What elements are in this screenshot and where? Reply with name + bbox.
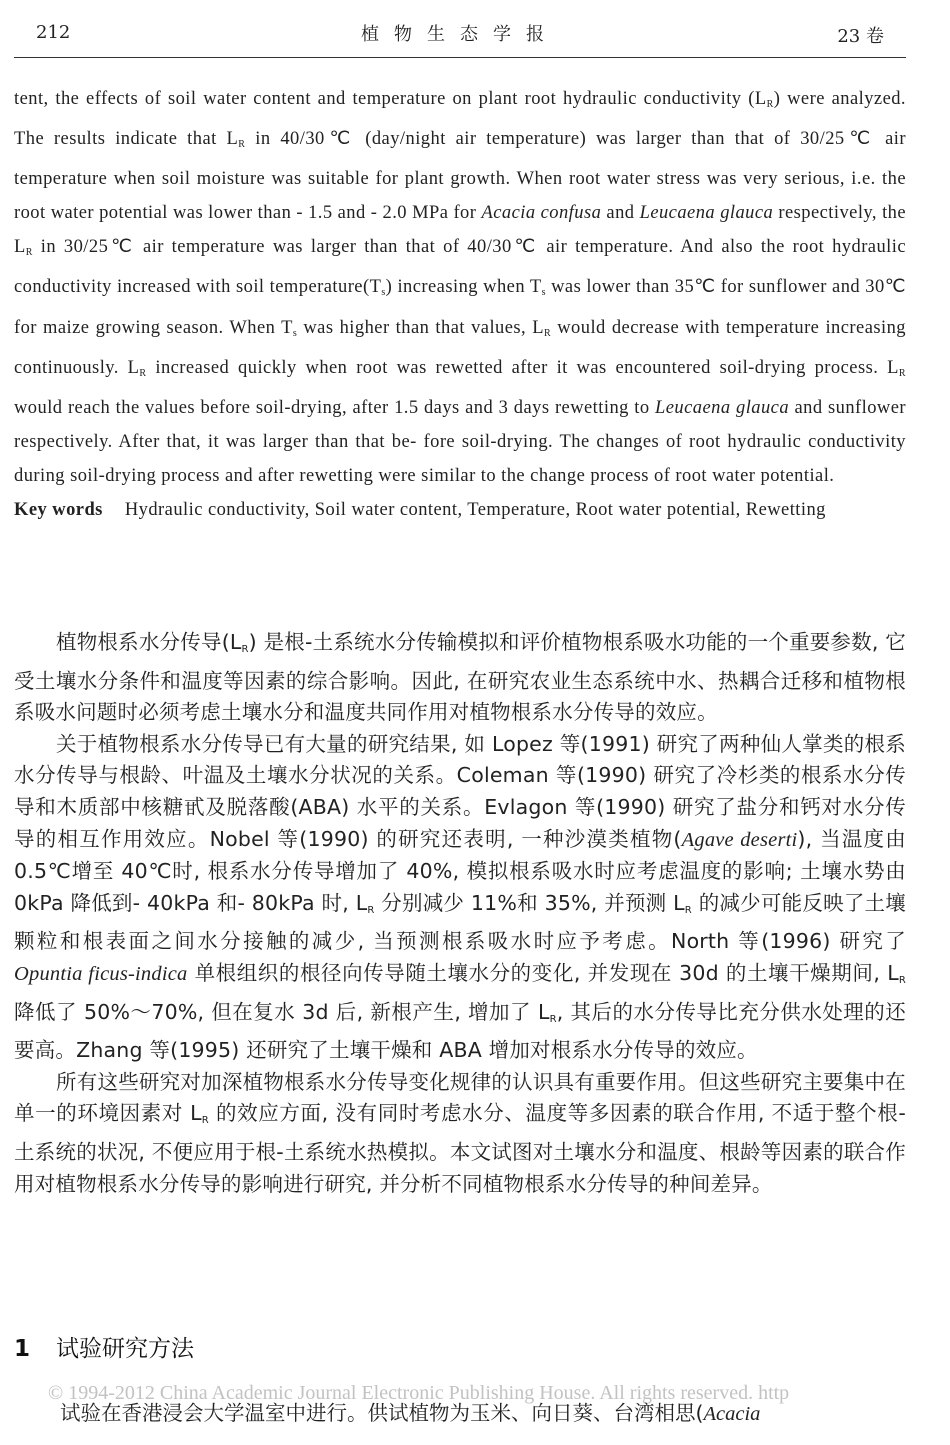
species-name: Opuntia ficus-indica bbox=[14, 962, 188, 985]
body-paragraph-2: 关于植物根系水分传导已有大量的研究结果, 如 Lopez 等(1991) 研究了两种仙人掌类的根系水分传导与根龄、叶温及土壤水分状况的关系。Coleman 等(1990) 研究了冷杉类的根系水分传导和木质部中核糖甙及脱落酸(ABA) 水平的关系。Evlagon 等(1990) 研究了盐分和钙对水分传导的相互作用效应。Nobel 等(1990) 的研究还表明, 一种沙漠类植物(Agave deserti), 当温度由 0.5℃增至 40℃时, 根系水分传导增加了 40%, 模拟根系吸水时应考虑温度的影响; 土壤水势由 0kPa 降低到- 40kPa 和- 80kPa 时, $L_R$ 分别减少 11%和 35%, 并预测 $L_R$ 的减少可能反映了土壤颗粒和根表面之间水分接触的减少, 当预测根系吸水时应予考虑。North 等(1996) 研究了 Opuntia ficus-indica 单根组织的根径向传导随土壤水分的变化, 并发现在 30d 的土壤干燥期间, $L_R$ 降低了 50%～70%, 但在复水 3d 后, 新根产生, 增加了 $L_R$, 其后的水分传导比充分供水处理的还要高。Zhang 等(1995) 还研究了土壤干燥和 ABA 增加对根系水分传导的效应。 bbox=[14, 731, 906, 1063]
body-paragraph-1: 植物根系水分传导$(L_R)$ 是根-土系统水分传输模拟和评价植物根系吸水功能的一个重要参数, 它受土壤水分条件和温度等因素的综合影响。因此, 在研究农业生态系统中水、热耦合迁移和植物根系吸水问题时必须考虑土壤水分和温度共同作用对植物根系水分传导的效应。 bbox=[14, 630, 906, 725]
species-name: Acacia confusa bbox=[481, 203, 602, 224]
journal-title: 植物生态学报 bbox=[361, 24, 559, 45]
copyright-watermark: © 1994-2012 China Academic Journal Electronic Publishing House. All rights reserved. http bbox=[48, 1382, 790, 1404]
section-title: 试验研究方法 bbox=[56, 1336, 195, 1362]
keywords-text: Hydraulic conductivity, Soil water content, Temperature, Root water potential, Rewetting bbox=[124, 500, 826, 521]
keywords-label: Key words bbox=[14, 500, 103, 521]
volume-label: 23 卷 bbox=[837, 26, 884, 47]
header-rule bbox=[14, 57, 906, 58]
page-number: 212 bbox=[36, 22, 71, 43]
keywords bbox=[14, 493, 906, 527]
section-number: 1 bbox=[14, 1336, 31, 1362]
body-paragraph-3: 所有这些研究对加深植物根系水分传导变化规律的认识具有重要作用。但这些研究主要集中在单一的环境因素对 $L_R$ 的效应方面, 没有同时考虑水分、温度等多因素的联合作用, 不适于整个根-土系统的状况, 不便应用于根-土系统水热模拟。本文试图对土壤水分和温度、根龄等因素的联合作用对植物根系水分传导的影响进行研究, 并分析不同植物根系水分传导的种间差异。 bbox=[14, 1069, 906, 1196]
species-name: Leucaena glauca bbox=[655, 397, 790, 418]
abstract-paragraph: tent, the effects of soil water content and temperature on plant root hydraulic conductivity $(L_R)$ were analyzed. The results indicate that $L_R$ in 40/30℃ (day/night air temperature) was larger than that of 30/25℃ air temperature when soil moisture was suitable for plant growth. When root water stress was very serious, i.e. the root water potential was lower than - 1.5 and - 2.0 MPa for Acacia confusa and Leucaena glauca respectively, the $L_R$ in 30/25℃ air temperature was larger than that of 40/30℃ air temperature. And also the root hydraulic conductivity increased with soil $temperature(T_s)$ increasing when $T_s$ was lower than 35℃ for sunflower and 30℃ for maize growing season. When $T_s$ was higher than that values, $L_R$ would decrease with temperature increasing continuously. $L_R$ increased quickly when root was rewetted after it was encountered soil-drying process. $L_R$ would reach the values before soil-drying, after 1.5 days and 3 days rewetting to Leucaena glauca and sunflower respectively. After that, it was larger than that be- fore soil-drying. The changes of root hydraulic conductivity during soil-drying process and after rewetting were similar to the change process of root water potential. bbox=[14, 89, 907, 486]
body-last-line: 试验在香港浸会大学温室中进行。供试植物为玉米、向日葵、台湾相思(Acacia bbox=[60, 1401, 761, 1425]
chinese-body bbox=[14, 627, 906, 1200]
section-heading bbox=[14, 1330, 194, 1363]
english-abstract bbox=[14, 82, 906, 527]
species-name: Agave deserti bbox=[681, 828, 798, 851]
species-name: Leucaena glauca bbox=[639, 203, 774, 224]
species-name: Acacia bbox=[703, 1403, 761, 1425]
page-header bbox=[14, 22, 906, 50]
page-footer bbox=[14, 1380, 950, 1440]
